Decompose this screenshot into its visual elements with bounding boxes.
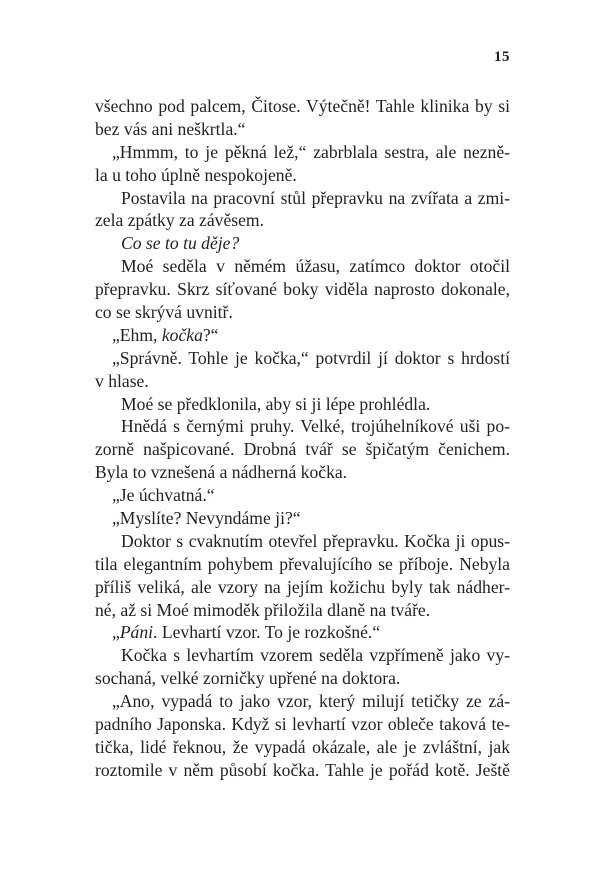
body-text (95, 95, 510, 782)
text-line (95, 621, 510, 644)
text-line: všechno pod palcem, Čitose. Výtečně! Tahle klinika by si (95, 96, 510, 116)
text-line: tička, lidé řeknou, že vypadá okázale, ale je zvláštní, jak (95, 736, 510, 757)
text-line: v hlase. (95, 370, 149, 391)
page-number: 15 (494, 49, 510, 65)
text-line: roztomile v něm působí kočka. Tahle je pořád kotě. Ještě (95, 759, 510, 780)
text-segment: . Levhartí vzor. To je rozkošné.“ (153, 622, 381, 643)
text-line: padního Japonska. Když si levhartí vzor obleče taková te- (95, 714, 510, 735)
text-line: tila elegantním pohybem převalujícího se příboje. Nebyla (95, 553, 510, 574)
text-line: „Hmmm, to je pěkná lež,“ zabrblala sestra, ale nezně- (112, 141, 510, 162)
text-segment: „Ehm, (112, 324, 162, 345)
italic-text-line: Co se to tu děje? (121, 233, 240, 254)
text-line: Moé seděla v němém úžasu, zatímco doktor otočil (121, 256, 510, 277)
text-line: „Ano, vypadá to jako vzor, který milují tetičky ze zá- (112, 691, 510, 712)
text-line: příliš veliká, ale vzory na jejím kožichu byly tak nádher- (95, 576, 510, 597)
text-line: Kočka s levhartím vzorem seděla vzpřímeně jako vy- (121, 645, 510, 666)
text-line: Postavila na pracovní stůl přepravku na zvířata a zmi- (121, 187, 510, 208)
text-line: co se skrývá uvnitř. (95, 302, 233, 323)
italic-word: kočka (161, 324, 203, 345)
italic-word: Páni (119, 622, 154, 643)
text-line: Hnědá s černými pruhy. Velké, trojúhelníkové uši po- (121, 416, 510, 437)
text-line: Doktor s cvaknutím otevřel přepravku. Kočka ji opus- (121, 530, 510, 551)
text-line: „Správně. Tohle je kočka,“ potvrdil jí doktor s hrdostí (112, 347, 510, 368)
text-line (95, 324, 510, 347)
text-line: zorně našpicované. Drobná tvář se špičatým čenichem. (95, 439, 510, 460)
text-line: né, až si Moé mimoděk přiložila dlaně na tváře. (95, 599, 431, 620)
text-segment: „ (112, 622, 120, 643)
text-line: „Je úchvatná.“ (112, 485, 215, 506)
text-line: la u toho úplně nespokojeně. (95, 164, 297, 185)
text-line: bez vás ani neškrtla.“ (95, 118, 246, 139)
text-line: Moé se předklonila, aby si ji lépe prohlédla. (121, 393, 431, 414)
text-line: zela zpátky za závěsem. (95, 210, 264, 231)
text-line: „Myslíte? Nevyndáme ji?“ (112, 508, 301, 529)
text-line: přepravku. Skrz síťované boky viděla naprosto dokonale, (95, 279, 510, 300)
text-segment: ?“ (202, 324, 219, 345)
text-line: Byla to vznešená a nádherná kočka. (95, 462, 348, 483)
text-line: sochaná, velké zorničky upřené na doktora. (95, 668, 401, 689)
